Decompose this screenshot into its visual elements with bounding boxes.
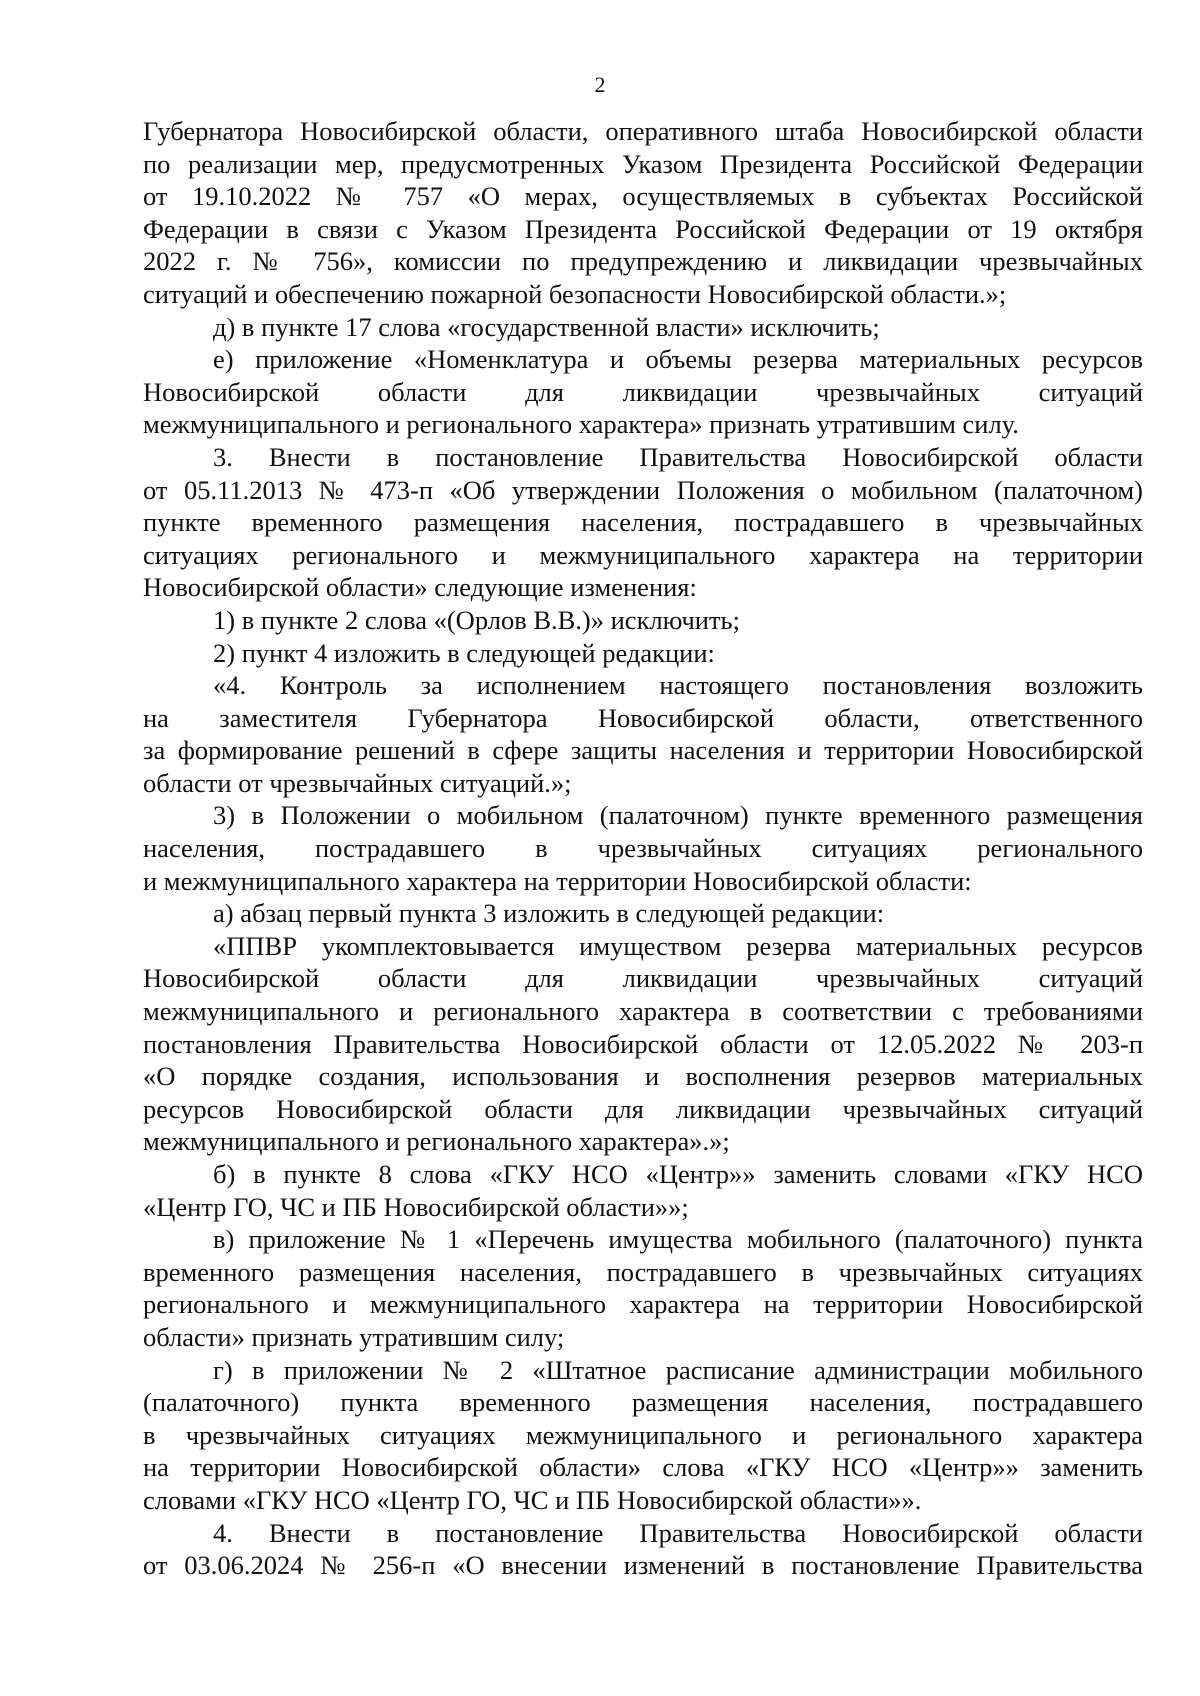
text-line: пункте временного размещения населения, пострадавшего в чрезвычайных xyxy=(143,507,1143,538)
text-line: Новосибирской области для ликвидации чрезвычайных ситуаций xyxy=(143,376,1143,407)
text-line: Губернатора Новосибирской области, оперативного штаба Новосибирской области xyxy=(143,116,1143,146)
text-line: а) абзац первый пункта 3 изложить в следующей редакции: xyxy=(213,898,885,929)
text-line: межмуниципального и регионального характера».»; xyxy=(143,1126,730,1157)
text-line: 3. Внести в постановление Правительства Новосибирской области xyxy=(213,441,1143,472)
text-line: в чрезвычайных ситуациях межмуниципального и регионального характера xyxy=(143,1419,1143,1450)
text-line: ресурсов Новосибирской области для ликвидации чрезвычайных ситуаций xyxy=(143,1093,1143,1124)
text-line: ситуациях регионального и межмуниципального характера на территории xyxy=(143,539,1143,570)
text-line: межмуниципального и регионального характера в соответствии с требованиями xyxy=(143,996,1143,1027)
text-line: Новосибирской области» следующие изменения: xyxy=(143,572,697,603)
text-line: 2) пункт 4 изложить в следующей редакции: xyxy=(213,637,715,668)
text-line: регионального и межмуниципального характера на территории Новосибирской xyxy=(143,1289,1143,1320)
document-body xyxy=(143,115,1143,1582)
text-line: области» признать утратившим силу; xyxy=(143,1321,565,1352)
text-line: 3) в Положении о мобильном (палаточном) пункте временного размещения xyxy=(213,800,1143,831)
text-line: (палаточного) пункта временного размещения населения, пострадавшего xyxy=(143,1387,1143,1418)
text-line: 1) в пункте 2 слова «(Орлов В.В.)» исключить; xyxy=(213,604,740,635)
text-line: Федерации в связи с Указом Президента Российской Федерации от 19 октября xyxy=(143,213,1143,244)
text-line: ситуаций и обеспечению пожарной безопасности Новосибирской области.»; xyxy=(143,278,1007,309)
text-line: на заместителя Губернатора Новосибирской области, ответственного xyxy=(143,702,1143,733)
text-line: словами «ГКУ НСО «Центр ГО, ЧС и ПБ Новосибирской области»». xyxy=(143,1484,922,1515)
text-line: от 19.10.2022 № 757 «О мерах, осуществляемых в субъектах Российской xyxy=(143,181,1143,212)
text-line: 4. Внести в постановление Правительства Новосибирской области xyxy=(213,1517,1143,1548)
text-line: «Центр ГО, ЧС и ПБ Новосибирской области»»; xyxy=(143,1191,689,1222)
text-line: г) в приложении № 2 «Штатное расписание администрации мобильного xyxy=(213,1354,1143,1385)
text-line: от 03.06.2024 № 256-п «О внесении изменений в постановление Правительства xyxy=(143,1550,1143,1581)
text-line: постановления Правительства Новосибирской области от 12.05.2022 № 203-п xyxy=(143,1028,1143,1059)
text-line: и межмуниципального характера на территории Новосибирской области: xyxy=(143,865,972,896)
text-line: населения, пострадавшего в чрезвычайных ситуациях регионального xyxy=(143,833,1143,864)
text-line: временного размещения населения, пострадавшего в чрезвычайных ситуациях xyxy=(143,1256,1143,1287)
text-line: по реализации мер, предусмотренных Указом Президента Российской Федерации xyxy=(143,148,1143,179)
text-line: е) приложение «Номенклатура и объемы резерва материальных ресурсов xyxy=(213,344,1143,375)
page-number: 2 xyxy=(594,72,606,97)
text-line: в) приложение № 1 «Перечень имущества мобильного (палаточного) пункта xyxy=(213,1224,1143,1255)
text-line: д) в пункте 17 слова «государственной власти» исключить; xyxy=(213,311,880,342)
text-line: «ППВР укомплектовывается имуществом резерва материальных ресурсов xyxy=(213,930,1143,961)
text-line: «О порядке создания, использования и восполнения резервов материальных xyxy=(143,1061,1143,1092)
text-line: области от чрезвычайных ситуаций.»; xyxy=(143,767,572,798)
text-line: 2022 г. № 756», комиссии по предупреждению и ликвидации чрезвычайных xyxy=(143,246,1143,277)
text-line: «4. Контроль за исполнением настоящего постановления возложить xyxy=(213,670,1143,701)
text-line: за формирование решений в сфере защиты населения и территории Новосибирской xyxy=(143,735,1143,766)
text-line: межмуниципального и регионального характера» признать утратившим силу. xyxy=(143,409,1019,440)
text-line: на территории Новосибирской области» слова «ГКУ НСО «Центр»» заменить xyxy=(143,1452,1143,1483)
text-line: от 05.11.2013 № 473-п «Об утверждении Положения о мобильном (палаточном) xyxy=(143,474,1143,505)
text-line: б) в пункте 8 слова «ГКУ НСО «Центр»» заменить словами «ГКУ НСО xyxy=(213,1159,1143,1189)
text-line: Новосибирской области для ликвидации чрезвычайных ситуаций xyxy=(143,963,1143,994)
